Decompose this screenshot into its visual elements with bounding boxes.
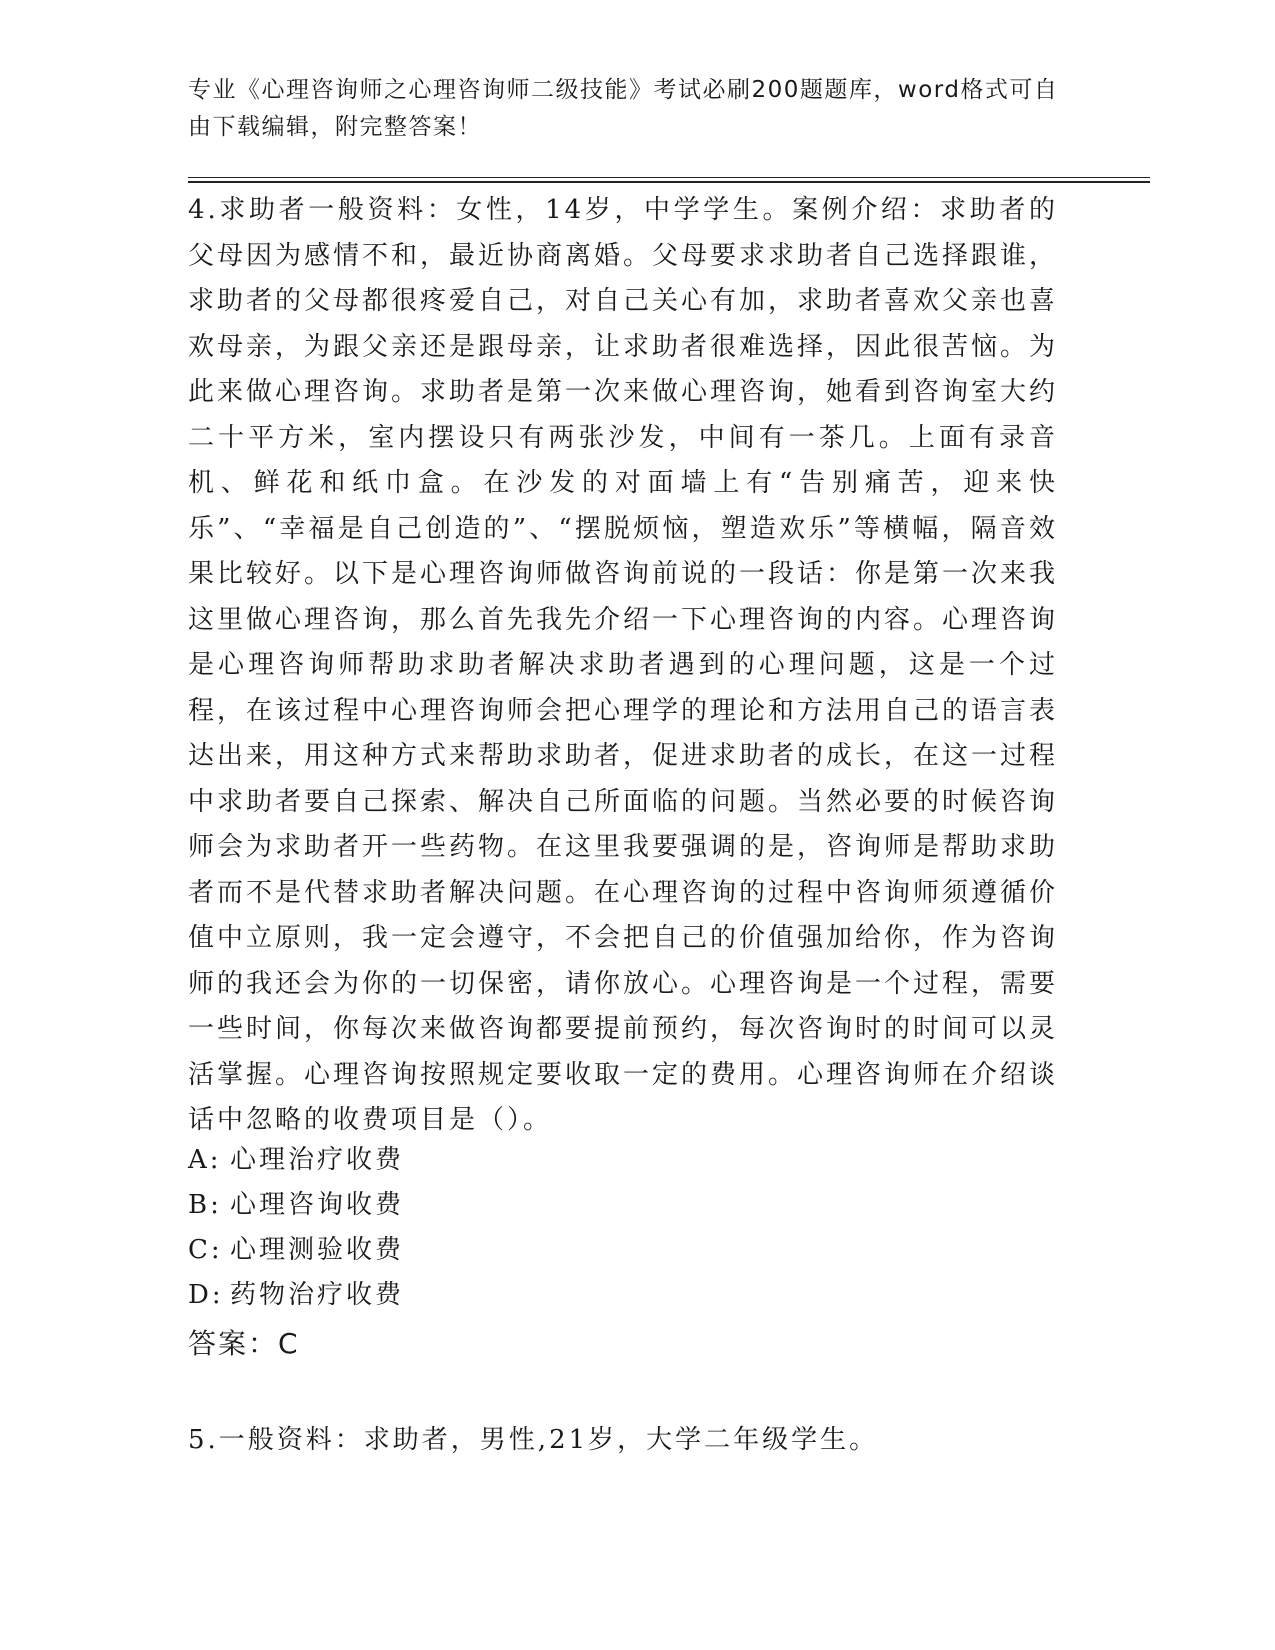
option-a-text: 心理治疗收费 — [230, 1145, 405, 1175]
option-b-letter: B: — [188, 1190, 222, 1220]
option-c-letter: C: — [188, 1235, 223, 1265]
option-c — [188, 1228, 888, 1273]
header-line-1: 专业《心理咨询师之心理咨询师二级技能》考试必刷200题题库，word格式可自 — [188, 77, 1059, 103]
option-d-letter: D: — [188, 1280, 224, 1310]
option-d-text: 药物治疗收费 — [230, 1280, 405, 1310]
document-header — [188, 72, 1088, 146]
option-a — [188, 1138, 888, 1183]
answer-options — [188, 1138, 888, 1318]
question-4-text: 4.求助者一般资料：女性，14岁，中学学生。案例介绍：求助者的父母因为感情不和，最近协商离婚。父母要求求助者自己选择跟谁，求助者的父母都很疼爱自己，对自己关心有加，求助者喜欢父亲也喜欢母亲，为跟父亲还是跟母亲，让求助者很难选择，因此很苦恼。为此来做心理咨询。求助者是第一次来做心理咨询，她看到咨询室大约二十平方米，室内摆设只有两张沙发，中间有一茶几。上面有录音机、鲜花和纸巾盒。在沙发的对面墙上有“告别痛苦，迎来快乐”、“幸福是自己创造的”、“摆脱烦恼，塑造欢乐”等横幅，隔音效果比较好。以下是心理咨询师做咨询前说的一段话：你是第一次来我这里做心理咨询，那么首先我先介绍一下心理咨询的内容。心理咨询是心理咨询师帮助求助者解决求助者遇到的心理问题，这是一个过程，在该过程中心理咨询师会把心理学的理论和方法用自己的语言表达出来，用这种方式来帮助求助者，促进求助者的成长，在这一过程中求助者要自己探索、解决自己所面临的问题。当然必要的时候咨询师会为求助者开一些药物。在这里我要强调的是，咨询师是帮助求助者而不是代替求助者解决问题。在心理咨询的过程中咨询师须遵循价值中立原则，我一定会遵守，不会把自己的价值强加给你，作为咨询师的我还会为你的一切保密，请你放心。心理咨询是一个过程，需要一些时间，你每次来做咨询都要提前预约，每次咨询时的时间可以灵活掌握。心理咨询按照规定要收取一定的费用。心理咨询师在介绍谈话中忽略的收费项目是（）。 — [188, 195, 1059, 1135]
option-d — [188, 1273, 888, 1318]
option-a-letter: A: — [188, 1145, 222, 1175]
option-c-text: 心理测验收费 — [230, 1235, 405, 1265]
header-divider-thick — [188, 181, 1150, 183]
option-b — [188, 1183, 888, 1228]
header-line-2: 由下载编辑，附完整答案！ — [188, 114, 482, 140]
question-5-text: 5.一般资料：求助者，男性,21岁，大学二年级学生。 — [188, 1425, 879, 1455]
header-divider-thin — [188, 177, 1150, 178]
option-b-text: 心理咨询收费 — [230, 1190, 405, 1220]
answer-line: 答案：C — [188, 1327, 300, 1360]
